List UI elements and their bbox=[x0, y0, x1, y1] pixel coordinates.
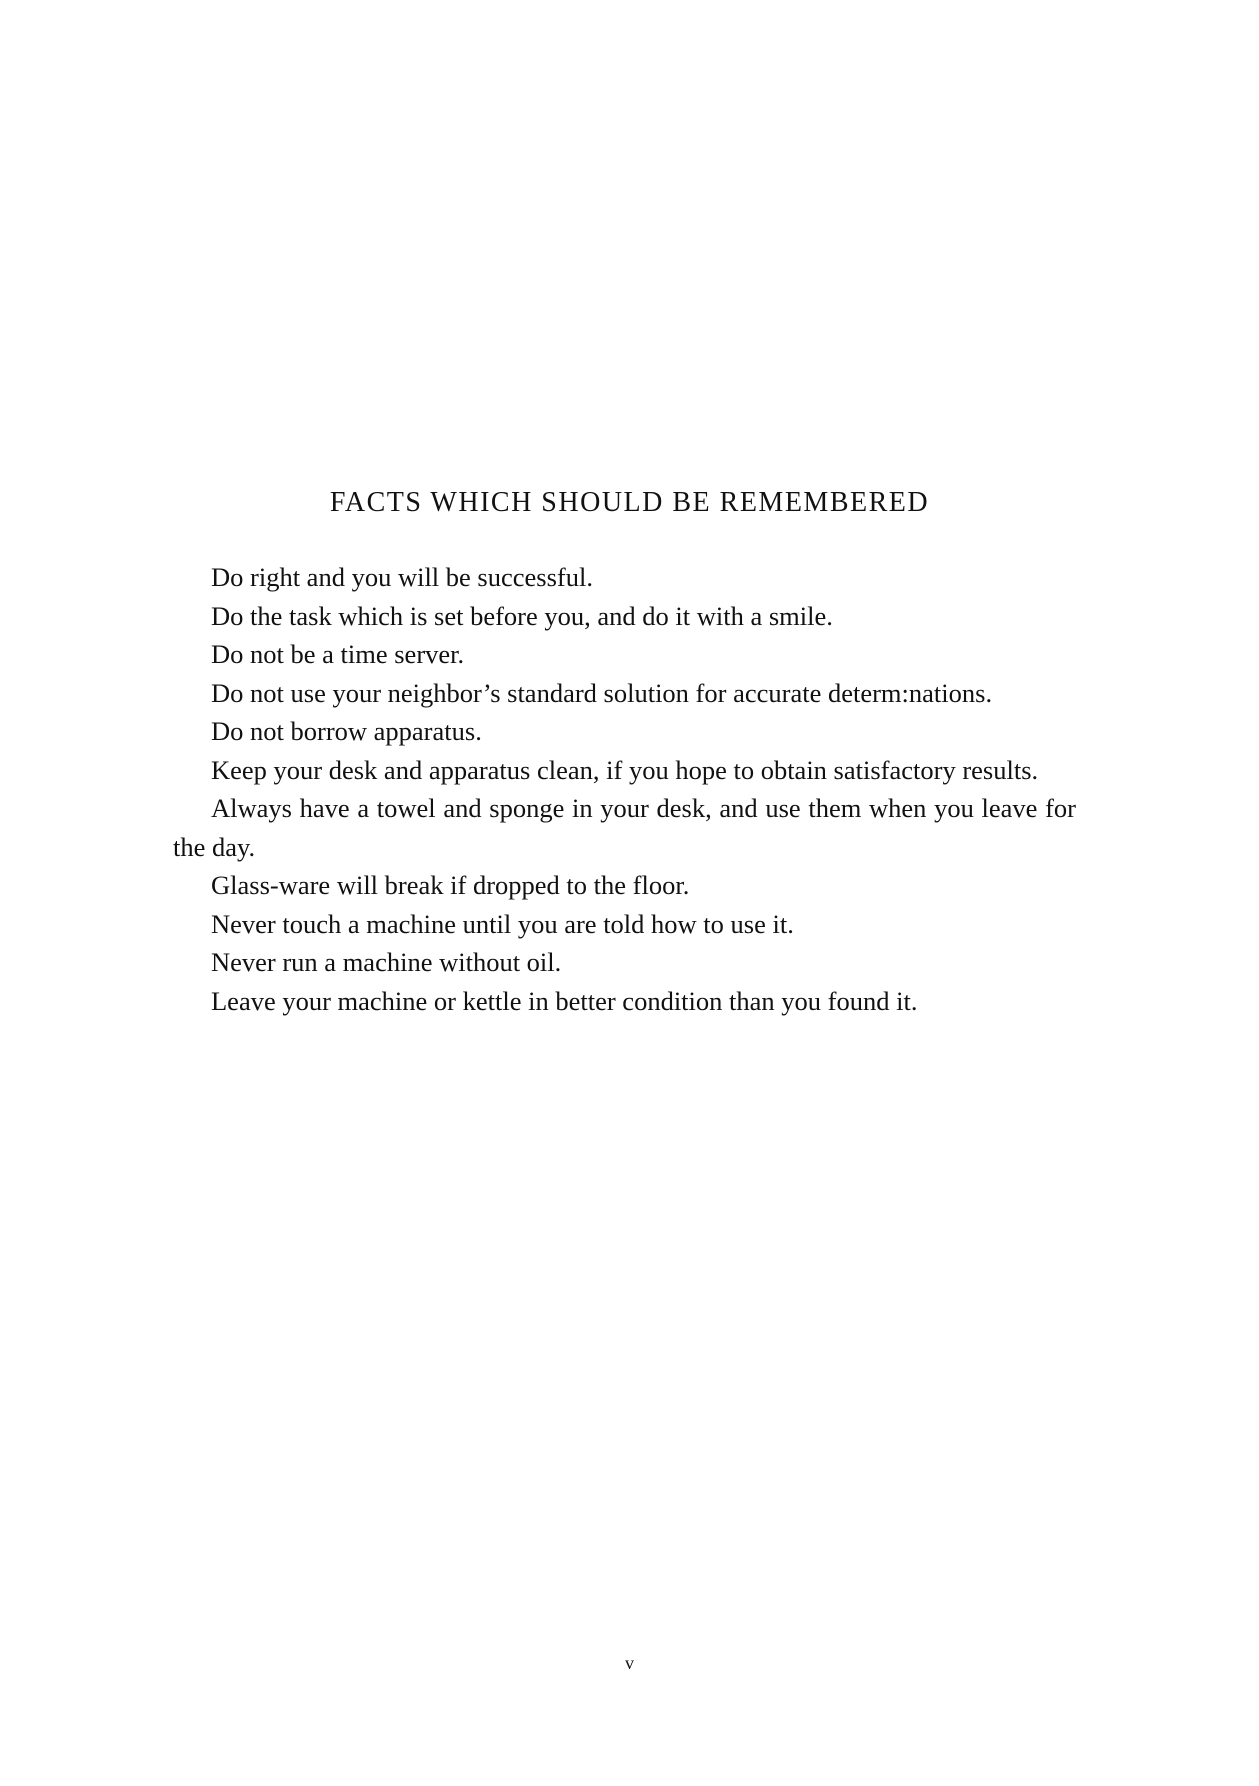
fact-item: Keep your desk and apparatus clean, if you hope to obtain satisfactory results. bbox=[211, 754, 1039, 785]
fact-item: Do not borrow apparatus. bbox=[211, 716, 482, 746]
fact-item: Glass-ware will break if dropped to the floor. bbox=[211, 870, 690, 900]
fact-item: Leave your machine or kettle in better condition than you found it. bbox=[211, 985, 918, 1016]
fact-item: Do right and you will be successful. bbox=[211, 562, 593, 592]
facts-list bbox=[173, 558, 1076, 1020]
fact-item: Do not use your neighbor’s standard solution for accurate determ:nations. bbox=[211, 677, 993, 708]
fact-item: Do not be a time server. bbox=[211, 639, 465, 669]
page-number: v bbox=[625, 1653, 634, 1673]
page-heading: FACTS WHICH SHOULD BE REMEMBERED bbox=[329, 487, 930, 518]
fact-item: Always have a towel and sponge in your desk, and use them when you leave for the day. bbox=[173, 793, 1076, 862]
fact-item: Never touch a machine until you are told how to use it. bbox=[211, 908, 794, 939]
fact-item: Never run a machine without oil. bbox=[211, 947, 562, 977]
fact-item: Do the task which is set before you, and do it with a smile. bbox=[211, 600, 833, 631]
